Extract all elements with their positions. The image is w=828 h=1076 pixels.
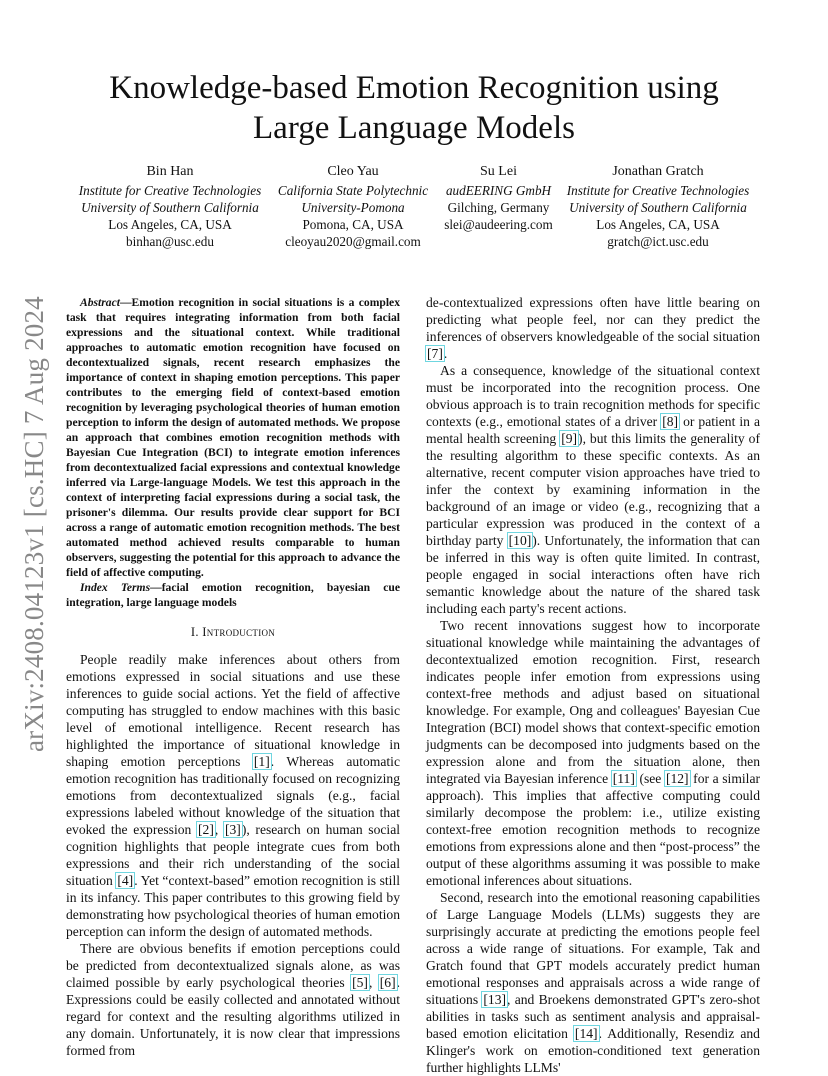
text-span: ), research on human social cognition highlights that people integrate cues from both expressions and their rich understanding of the social situation bbox=[66, 822, 401, 888]
title-line-1: Knowledge-based Emotion Recognition using bbox=[109, 70, 719, 106]
text-span: . Additionally, Resendiz and Klinger's work on emotion-conditioned text generation further highlights LLMs' bbox=[426, 1026, 760, 1075]
abstract-label: Abstract bbox=[80, 296, 120, 309]
text-span: . Expressions could be easily collected and annotated without regard for context and the resulting algorithms utilized in any domain. Unfortunately, it is now clear that impressions formed from bbox=[66, 975, 401, 1058]
author-email[interactable]: gratch@ict.usc.edu bbox=[607, 234, 709, 249]
text-span: . bbox=[443, 346, 448, 361]
text-span: for a similar approach). This implies that affective computing could similarly decompose the problem: i.e., utilize existing context-free emotion recognition methods to recognize emotions from expressions alone and then “post-process” the output of these algorithms assuming it was possible to make emotional inferences about situations. bbox=[426, 771, 761, 888]
author-name: Su Lei bbox=[480, 164, 517, 179]
author-name: Cleo Yau bbox=[327, 164, 379, 179]
author-affiliation: Institute for Creative Technologies bbox=[78, 183, 262, 198]
author-location: Los Angeles, CA, USA bbox=[596, 217, 720, 232]
citation-link[interactable]: [7] bbox=[427, 346, 443, 361]
author-email[interactable]: cleoyau2020@gmail.com bbox=[285, 234, 421, 249]
citation-link[interactable]: [11] bbox=[612, 771, 635, 786]
citation-link[interactable]: [13] bbox=[483, 992, 507, 1007]
text-span: As a consequence, knowledge of the situational context must be incorporated into the recognition process. One obvious approach is to train recognition methods for specific contexts (e.g., emotional states of a driver bbox=[426, 363, 760, 429]
section-number: I. bbox=[190, 625, 203, 639]
paragraph bbox=[426, 617, 760, 889]
author-affiliation: University of Southern California bbox=[569, 200, 747, 215]
left-column bbox=[66, 295, 400, 1059]
author-email[interactable]: slei@audeering.com bbox=[444, 217, 553, 232]
citation-link[interactable]: [10] bbox=[508, 533, 532, 548]
citation-link[interactable]: [12] bbox=[665, 771, 689, 786]
paragraph bbox=[66, 651, 400, 940]
author-name: Bin Han bbox=[146, 164, 194, 179]
text-span: . Whereas automatic emotion recognition has traditionally focused on recognizing emotions from decontextualized signals (e.g., facial expressions labeled without knowledge of the situation that evoked the expression bbox=[66, 754, 400, 837]
citation-link[interactable]: [1] bbox=[253, 754, 270, 769]
index-terms bbox=[66, 580, 400, 610]
author-block bbox=[436, 163, 561, 233]
author-affiliation: audEERING GmbH bbox=[445, 183, 552, 198]
abstract bbox=[66, 295, 400, 580]
author-location: Gilching, Germany bbox=[447, 200, 550, 215]
text-span: ), but this limits the generality of the resulting algorithm to these specific contexts. As an alternative, recent computer vision approaches have tried to infer the context by examining information in the background of an image or video (e.g., recognizing that a particular expression was produced in the context of a birthday party bbox=[426, 431, 760, 548]
section-heading bbox=[66, 624, 400, 641]
paragraph bbox=[426, 362, 760, 617]
text-span: Second, research into the emotional reasoning capabilities of Large Language Models (LLMs) suggests they are surprisingly accurate at predicting the emotions people feel across a wide range of situations. For example, Tak and Gratch found that GPT models accurately predict human emotional responses and appraisals across a wide range of situations bbox=[426, 890, 760, 1007]
citation-link[interactable]: [2] bbox=[198, 822, 214, 837]
paragraph bbox=[426, 889, 760, 1076]
citation-link[interactable]: [4] bbox=[117, 873, 134, 888]
text-span: People readily make inferences about others from emotions expressed in social situations and use these inferences to guide social actions. Yet the field of affective computing has struggled to endow machines with this basic level of emotional intelligence. Recent research has highlighted the importance of situational knowledge in shaping emotion perceptions bbox=[66, 652, 400, 769]
text-span: de-contextualized expressions often have little bearing on predicting what people feel, nor can they predict the inferences of observers knowledgeable of the social situation bbox=[426, 295, 760, 344]
arxiv-watermark: arXiv:2408.04123v1 [cs.HC] 7 Aug 2024 bbox=[19, 296, 49, 752]
author-affiliation: Institute for Creative Technologies bbox=[566, 183, 750, 198]
citation-link[interactable]: [3] bbox=[224, 822, 241, 837]
author-affiliation: University-Pomona bbox=[301, 200, 405, 215]
citation-link[interactable]: [8] bbox=[662, 414, 679, 429]
author-block bbox=[268, 163, 438, 250]
text-span: Two recent innovations suggest how to incorporate situational knowledge while maintaining the advantages of decontextualized emotion recognition. First, research indicates people infer emotion from expressions using context-free methods and adjust based on situational knowledge. For example, Ong and colleagues' Bayesian Cue Integration (BCI) model shows that context-specific emotion judgments can be decomposed into judgments based on the expression alone and from the situation alone, then integrated via Bayesian inference bbox=[426, 618, 760, 786]
index-terms-label: Index Terms bbox=[80, 581, 151, 594]
citation-link[interactable]: [5] bbox=[352, 975, 368, 990]
author-block bbox=[548, 163, 768, 250]
abstract-text: —Emotion recognition in social situations is a complex task that requires integrating information from both facial expressions and the situational context. While traditional approaches to automatic emotion recognition have focused on decontextualized signals, recent research emphasizes the importance of context in shaping emotion perceptions. This paper contributes to the emerging field of context-based emotion recognition by leveraging psychological theories of human emotion perception to inform the design of automated methods. We propose an approach that combines emotion recognition methods with Bayesian Cue Integration (BCI) to integrate emotion inferences from decontextualized facial expressions and contextual knowledge inferred via Large-language Models. We test this approach in the context of interpreting facial expressions during a social task, the prisoner's dilemma. Our results provide clear support for BCI across a range of automatic emotion recognition methods. The best automated method achieved results comparable to human observers, suggesting the potential for this approach to advance the field of affective computing. bbox=[66, 296, 400, 579]
citation-link[interactable]: [14] bbox=[574, 1026, 598, 1041]
author-location: Pomona, CA, USA bbox=[302, 217, 404, 232]
text-span: (see bbox=[635, 771, 665, 786]
text-span: , bbox=[368, 975, 379, 990]
section-title: Introduction bbox=[202, 625, 276, 639]
author-block bbox=[60, 163, 280, 250]
index-terms-text: —facial emotion recognition, bayesian cue integration, large language models bbox=[66, 581, 400, 609]
text-span: , bbox=[214, 822, 224, 837]
author-affiliation: University of Southern California bbox=[81, 200, 259, 215]
paragraph bbox=[426, 294, 760, 362]
title-line-2: Large Language Models bbox=[253, 110, 575, 146]
author-affiliation: California State Polytechnic bbox=[277, 183, 429, 198]
text-span: . Yet “context-based” emotion recognition is still in its infancy. This paper contributes to this growing field by demonstrating how psychological theories of human emotion perception can inform the design of automated methods. bbox=[66, 873, 400, 939]
citation-link[interactable]: [9] bbox=[561, 431, 578, 446]
paragraph bbox=[66, 940, 400, 1059]
paper-title bbox=[60, 68, 768, 148]
author-name: Jonathan Gratch bbox=[612, 164, 704, 179]
citation-link[interactable]: [6] bbox=[379, 975, 396, 990]
author-location: Los Angeles, CA, USA bbox=[108, 217, 232, 232]
text-span: , and Broekens demonstrated GPT's zero-shot abilities in tasks such as sentiment analysis and appraisal-based emotion elicitation bbox=[426, 992, 760, 1041]
text-span: There are obvious benefits if emotion perceptions could be predicted from decontextualized signals alone, as was claimed possible by early psychological theories bbox=[66, 941, 400, 990]
right-column bbox=[426, 294, 760, 1076]
author-email[interactable]: binhan@usc.edu bbox=[126, 234, 214, 249]
text-span: or patient in a mental health screening bbox=[426, 414, 760, 446]
text-span: ). Unfortunately, the information that can be inferred in this way is often quite limited. In contrast, people engaged in social interactions often have rich semantic knowledge about the nature of the shared task including each party's recent actions. bbox=[426, 533, 760, 616]
